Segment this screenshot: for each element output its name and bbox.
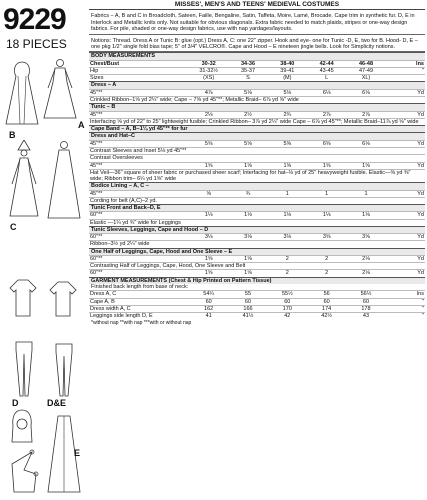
row-value: 6⅛ [346, 140, 385, 147]
section-title: Tunic Front and Back–D, E [89, 204, 425, 211]
row-value: 3⅛ [189, 234, 228, 241]
view-d-hood-drawing [10, 408, 34, 444]
row-value: 55 [228, 291, 267, 298]
yardage-sections [89, 81, 425, 276]
row-label: Dress A, C [89, 291, 189, 298]
table-row [89, 197, 425, 204]
row-value: 35-37 [228, 68, 267, 75]
row-label: Crinkled Ribbon–1⅝ yd 2¼" wide; Cape – 7⅝ yd 45"**; Metallic Braid– 6⅞ yd ⅝" wide [89, 97, 425, 104]
garment-rows [89, 290, 425, 319]
row-label: 45"** [89, 162, 189, 169]
row-value: 6⅛ [346, 89, 385, 96]
section-title: Dress and Hat–C [89, 132, 425, 139]
row-value: 55½ [268, 291, 307, 298]
table-row [89, 263, 425, 270]
row-value: 60 [228, 298, 267, 305]
section-title: Bodice Lining – A, C – [89, 182, 425, 189]
row-label: Dress width A, C [89, 305, 189, 312]
view-c-gown-drawing [8, 140, 40, 218]
row-unit: Yd [386, 89, 425, 96]
row-unit: Yd [386, 111, 425, 118]
row-unit: Ins [386, 291, 425, 298]
row-unit: " [386, 305, 425, 312]
row-value: S [228, 75, 267, 82]
row-value: 2 [307, 270, 346, 277]
row-value: 3⅝ [346, 234, 385, 241]
row-value: 1⅝ [189, 162, 228, 169]
row-unit: Yd [386, 212, 425, 219]
row-value: 6⅛ [307, 89, 346, 96]
fabrics-text: Fabrics – A, B and C in Broadcloth, Sateen, Faille, Bengaline, Satin, Taffeta, Moire, Lamé, Brocade. Cape trim in synthetic fur. D, E in Interlock and Metallic knits only. Not suitable for obvious diagonals. Extra fabric needed to match plaids, stripes or one-way design fabrics. For pile, shaded or one-way design fabrics, use with nap yardages/layouts. [89, 12, 425, 34]
table-row [89, 60, 425, 67]
view-d-leggings-drawing [10, 340, 38, 398]
row-value: 5⅝ [189, 140, 228, 147]
row-label: Hat Veil—36" square of sheer fabric or purchased sheer scarf; Interfacing for hat–⅛ yd of 25" heavyweight fusible. Elastic—⅜ yd ⅜" wide; Ribbon trim– 6¼ yd 1⅝" wide [89, 169, 425, 182]
row-label: Cording for belt (A,C)–2 yd. [89, 197, 425, 204]
row-value: 1⅝ [268, 162, 307, 169]
garment-measurements-table [89, 277, 425, 320]
view-b-cloak-drawing [4, 60, 40, 126]
section-title: One Half of Leggings, Cape, Hood and One Sleeve – E [89, 248, 425, 255]
row-value: 60 [268, 298, 307, 305]
row-value: 42 [268, 312, 307, 319]
section-rows [89, 233, 425, 247]
row-label: 45"** [89, 89, 189, 96]
row-unit: Yd [386, 255, 425, 262]
row-value: 174 [307, 305, 346, 312]
table-row [89, 234, 425, 241]
section-rows [89, 140, 425, 182]
section-title: Cape Band – A, B–1⅛ yd 45"** for fur [89, 125, 425, 132]
row-value: 41 [189, 312, 228, 319]
row-value: 2¾ [268, 111, 307, 118]
table-row [89, 190, 425, 197]
table-row [89, 298, 425, 305]
row-value: 1⅛ [346, 212, 385, 219]
yardage-chart [89, 2, 425, 498]
view-e-jester-hood-drawing [8, 448, 42, 494]
row-value: 60 [307, 298, 346, 305]
body-measurements-rows [89, 60, 425, 82]
section-rows [89, 255, 425, 277]
row-value: 5⅛ [268, 89, 307, 96]
pattern-number: 9229 [3, 3, 66, 36]
row-value: 42½ [307, 312, 346, 319]
row-value: 2⅞ [307, 111, 346, 118]
row-value: 2⅛ [346, 255, 385, 262]
body-measurements-table [89, 52, 425, 81]
row-value: 5⅝ [228, 140, 267, 147]
row-label: Leggings side length D, E [89, 312, 189, 319]
row-value: ¾ [228, 190, 267, 197]
row-label: Ribbon–3½ yd 2¼" wide [89, 241, 425, 248]
table-row [89, 97, 425, 104]
view-label-de: D&E [47, 398, 67, 408]
row-value: 1⅝ [228, 255, 267, 262]
row-label: Contrast Oversleeves [89, 155, 425, 162]
view-label-a: A [78, 120, 85, 130]
row-value: 1⅛ [268, 212, 307, 219]
row-value: 34-36 [228, 60, 267, 67]
row-label: Contrast Sleeves and Inset 5⅛ yd 45"** [89, 148, 425, 155]
row-value: 41½ [228, 312, 267, 319]
row-value: 2 [268, 270, 307, 277]
row-value: 6⅝ [307, 140, 346, 147]
row-label: 60"** [89, 212, 189, 219]
view-label-b: B [9, 130, 16, 140]
table-row [89, 89, 425, 96]
row-value: 5⅛ [228, 89, 267, 96]
table-row [89, 68, 425, 75]
table-row [89, 255, 425, 262]
row-value: 170 [268, 305, 307, 312]
row-value: 2⅞ [346, 111, 385, 118]
table-row [89, 111, 425, 118]
view-d-tunic-back-drawing [48, 280, 78, 318]
garment-title: GARMENT MEASUREMENTS (Chest & Hip Printed on Pattern Tissue) [89, 277, 425, 284]
table-row [89, 75, 425, 82]
row-label: Interfacing ⅝ yd of 22" to 25" lightweight fusible; Crinkled Ribbon– 3⅞ yd 2¼" wide Cape – 6⅞ yd 45"**; Metallic Braid–11⅞ yd ⅝" wide [89, 118, 425, 125]
row-value: 1⅝ [189, 270, 228, 277]
row-label: Elastic —1¼ yd ¾" wide for Leggings [89, 219, 425, 226]
table-row [89, 169, 425, 182]
row-unit: Ins [386, 60, 425, 67]
row-value: ⅝ [189, 190, 228, 197]
row-value: 1⅝ [189, 255, 228, 262]
views-column [0, 0, 88, 500]
table-row [89, 148, 425, 155]
row-value: (M) [268, 75, 307, 82]
row-unit: Yd [386, 270, 425, 277]
row-value: 56½ [346, 291, 385, 298]
row-value: 1⅛ [189, 212, 228, 219]
section-rows [89, 89, 425, 103]
row-unit: " [386, 298, 425, 305]
section-title: Dress – A [89, 81, 425, 88]
row-value: 1⅝ [307, 162, 346, 169]
row-value: 2 [307, 255, 346, 262]
table-row [89, 212, 425, 219]
row-unit [386, 75, 425, 82]
row-value: 38-40 [268, 60, 307, 67]
row-value: 3⅛ [268, 234, 307, 241]
row-label: 45"** [89, 140, 189, 147]
row-label: 45"** [89, 190, 189, 197]
row-value: 2⅛ [189, 111, 228, 118]
row-value: 5⅝ [268, 140, 307, 147]
row-value: 2½ [228, 111, 267, 118]
chart-title: MISSES', MEN'S AND TEENS' MEDIEVAL COSTUMES [89, 2, 425, 10]
row-label: 60"** [89, 255, 189, 262]
row-value: 4⅞ [189, 89, 228, 96]
row-value: (XS) [189, 75, 228, 82]
table-row [89, 140, 425, 147]
row-value: 30-32 [189, 60, 228, 67]
row-value: 1 [268, 190, 307, 197]
garment-subtitle: Finished back length from base of neck: [91, 283, 189, 290]
row-unit: Yd [386, 190, 425, 197]
table-row [89, 118, 425, 125]
row-unit: " [386, 68, 425, 75]
row-value: L [307, 75, 346, 82]
view-a-back-drawing [46, 140, 82, 220]
row-value: 54¼ [189, 291, 228, 298]
row-unit: " [386, 312, 425, 319]
table-row [89, 305, 425, 312]
section-title: Tunic Sleeves, Leggings, Cape and Hood – D [89, 226, 425, 233]
row-value: 178 [346, 305, 385, 312]
row-value: 1⅝ [228, 270, 267, 277]
view-a-dress-drawing [40, 58, 80, 120]
row-label: Hip [89, 68, 189, 75]
table-row [89, 312, 425, 319]
row-unit: Yd [386, 234, 425, 241]
table-row [89, 155, 425, 162]
row-value: 1⅝ [228, 162, 267, 169]
row-value: 162 [189, 305, 228, 312]
row-unit: Yd [386, 140, 425, 147]
table-row [89, 241, 425, 248]
section-rows [89, 190, 425, 204]
row-value: 47-49 [346, 68, 385, 75]
row-value: 46-48 [346, 60, 385, 67]
row-value: 1 [307, 190, 346, 197]
view-label-e: E [74, 448, 81, 458]
pieces-count: 18 PIECES [6, 37, 67, 51]
row-value: 1⅛ [307, 212, 346, 219]
section-rows [89, 211, 425, 225]
table-row [89, 219, 425, 226]
row-label: 60"** [89, 270, 189, 277]
row-value: 1⅛ [228, 212, 267, 219]
row-value: 43-45 [307, 68, 346, 75]
row-value: 43 [346, 312, 385, 319]
row-value: XL) [346, 75, 385, 82]
row-label: Contrasting Half of Leggings, Cape, Hood, One Sleeve and Belt [89, 263, 425, 270]
row-value: 56 [307, 291, 346, 298]
row-value: 3⅛ [228, 234, 267, 241]
view-e-leggings-drawing [50, 342, 78, 398]
section-rows [89, 111, 425, 125]
row-unit: Yd [386, 162, 425, 169]
row-value: 39-41 [268, 68, 307, 75]
notions-text: Notions: Thread. Dress A or Tunic B: glue (opt.) Dress A, C: one 22" zipper. Hook and eye- one for Tunic -D, E, two for B. Hood- D, E – one pkg 1/2" single fold bias tape; 5" of 3/4" VELCRO®. Cape and Hood – E nineteen jingle bells. Look for Simplicity notions. [89, 37, 425, 53]
row-label: Sizes [89, 75, 189, 82]
view-label-d: D [12, 398, 19, 408]
row-label: Cape A, B [89, 298, 189, 305]
view-label-c: C [10, 222, 17, 232]
row-value: 3⅝ [307, 234, 346, 241]
section-title: Tunic – B [89, 103, 425, 110]
row-value: 166 [228, 305, 267, 312]
row-value: 60 [346, 298, 385, 305]
row-label: 45"** [89, 111, 189, 118]
row-label: Chest/Bust [89, 60, 189, 67]
table-row [89, 162, 425, 169]
body-measurements-title: BODY MEASUREMENTS [89, 52, 425, 59]
table-row [89, 270, 425, 277]
table-row [89, 291, 425, 298]
row-value: 42-44 [307, 60, 346, 67]
view-d-tunic-drawing [8, 278, 38, 318]
row-value: 1 [346, 190, 385, 197]
row-value: 1⅝ [346, 162, 385, 169]
row-label: 60"** [89, 234, 189, 241]
row-value: 31-32½ [189, 68, 228, 75]
row-value: 60 [189, 298, 228, 305]
nap-footnote: *without nap **with nap ***with or without nap [91, 320, 192, 327]
row-value: 2 [268, 255, 307, 262]
row-value: 2⅛ [346, 270, 385, 277]
